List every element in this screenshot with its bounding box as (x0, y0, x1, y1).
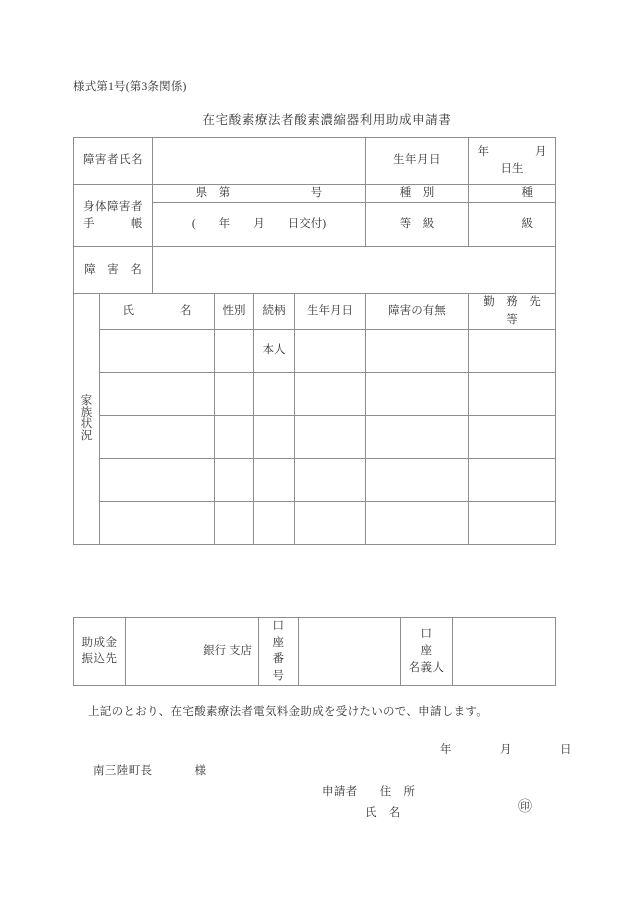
cell-family-name[interactable] (100, 415, 215, 458)
cell-family-name[interactable] (100, 329, 215, 372)
label-branch: 支店 (229, 645, 252, 657)
cell-family-relation[interactable] (254, 458, 295, 501)
label-account-number (259, 618, 299, 686)
label-subsidy-transfer (74, 618, 126, 686)
cell-family-birthdate[interactable] (295, 329, 366, 372)
cell-family-name[interactable] (100, 501, 215, 544)
cell-family-gender[interactable] (215, 372, 254, 415)
addressee-honorific: 様 (194, 765, 207, 777)
value-applicant-name[interactable] (153, 138, 366, 185)
vertical-char-0: 家 (80, 395, 93, 407)
addressee-name: 南三陸町長 (93, 765, 153, 777)
label-applicant: 申請者 (322, 786, 358, 798)
cell-family-name[interactable] (100, 372, 215, 415)
handbook-number-line[interactable]: 県 第 号 (153, 185, 366, 203)
cell-family-name[interactable] (100, 458, 215, 501)
cell-family-workplace[interactable] (469, 329, 556, 372)
label-applicant-address[interactable]: 住 所 (379, 786, 416, 798)
applicant-address-row (322, 783, 415, 799)
cell-family-gender[interactable] (215, 501, 254, 544)
handbook-issue-line[interactable]: ( 年 月 日交付) (153, 203, 366, 247)
cell-family-relation[interactable] (254, 372, 295, 415)
col-header-workplace: 勤 務 先 等 (469, 294, 556, 330)
label-subsidy-line2: 振込先 (81, 653, 118, 666)
bank-row (74, 618, 556, 686)
cell-family-workplace[interactable] (469, 372, 556, 415)
vertical-char-2: 状 (80, 418, 93, 430)
label-handbook-line2: 手 帳 (83, 217, 143, 230)
vertical-label-family-status (74, 294, 100, 545)
cell-family-gender[interactable] (215, 329, 254, 372)
row-disability-name (74, 247, 556, 294)
cell-family-disability[interactable] (366, 458, 469, 501)
submission-date-line[interactable]: 年 月 日 (440, 744, 572, 756)
cell-family-workplace[interactable] (469, 501, 556, 544)
cell-family-workplace[interactable] (469, 415, 556, 458)
declaration-statement: 上記のとおり、在宅酸素療法者電気料金助成を受けたいので、申請します。 (88, 706, 489, 718)
label-birthdate: 生年月日 (366, 138, 469, 185)
applicant-main-table (73, 137, 593, 545)
cell-family-disability[interactable] (366, 329, 469, 372)
col-header-birthdate: 生年月日 (295, 294, 366, 330)
family-table-row (74, 372, 556, 415)
value-handbook-grade[interactable]: 級 (469, 203, 556, 247)
value-birthdate[interactable]: 年 月 日生 (469, 138, 556, 185)
label-applicant-name-footer[interactable]: 氏 名 (365, 807, 401, 819)
applicant-name-row (365, 804, 401, 820)
family-table-row (74, 501, 556, 544)
label-disability-name: 障 害 名 (74, 247, 153, 294)
label-account-holder-line1: 口 座 (420, 628, 457, 657)
family-table-row (74, 329, 556, 372)
family-table-row (74, 458, 556, 501)
seal-icon: ㊞ (518, 800, 532, 815)
col-header-name: 氏 名 (100, 294, 215, 330)
vertical-char-3: 況 (80, 429, 93, 442)
document-title: 在宅酸素療法者酸素濃縮器利用助成申請書 (202, 113, 452, 127)
value-disability-name[interactable] (153, 247, 556, 294)
label-applicant-name: 障害者氏名 (74, 138, 153, 185)
cell-family-gender[interactable] (215, 415, 254, 458)
col-header-relation: 続柄 (254, 294, 295, 330)
cell-family-birthdate[interactable] (295, 415, 366, 458)
cell-family-relation[interactable]: 本人 (254, 329, 295, 372)
cell-family-birthdate[interactable] (295, 501, 366, 544)
bank-transfer-table (73, 617, 556, 686)
value-account-number[interactable] (299, 618, 401, 686)
col-header-gender: 性別 (215, 294, 254, 330)
cell-family-disability[interactable] (366, 501, 469, 544)
label-handbook-grade: 等 級 (366, 203, 469, 247)
row-handbook-upper (74, 185, 556, 203)
value-bank-branch[interactable] (126, 618, 259, 686)
addressee-block (93, 762, 206, 778)
cell-family-birthdate[interactable] (295, 458, 366, 501)
form-number: 様式第1号(第3条関係) (73, 81, 187, 93)
label-handbook-type: 種 別 (366, 185, 469, 203)
family-table-row (74, 415, 556, 458)
cell-family-gender[interactable] (215, 458, 254, 501)
label-bank: 銀行 (203, 645, 227, 657)
cell-family-disability[interactable] (366, 372, 469, 415)
label-account-holder (401, 618, 457, 686)
vertical-char-1: 族 (80, 406, 93, 419)
cell-family-birthdate[interactable] (295, 372, 366, 415)
cell-family-relation[interactable] (254, 415, 295, 458)
value-handbook-type[interactable]: 種 (469, 185, 556, 203)
label-handbook-line1: 身体障害者 (83, 200, 143, 213)
label-account-holder-line2: 名義人 (408, 661, 445, 674)
label-subsidy-line1: 助成金 (81, 636, 118, 649)
family-table-header (74, 294, 556, 330)
cell-family-relation[interactable] (254, 501, 295, 544)
cell-family-workplace[interactable] (469, 458, 556, 501)
value-account-holder[interactable] (453, 618, 556, 686)
label-account-number-line1: 口 座 (272, 620, 297, 649)
cell-family-disability[interactable] (366, 415, 469, 458)
label-disability-handbook (74, 185, 153, 247)
col-header-disability: 障害の有無 (366, 294, 469, 330)
row-applicant-name (74, 138, 556, 185)
label-account-number-line2: 番 号 (272, 653, 297, 683)
